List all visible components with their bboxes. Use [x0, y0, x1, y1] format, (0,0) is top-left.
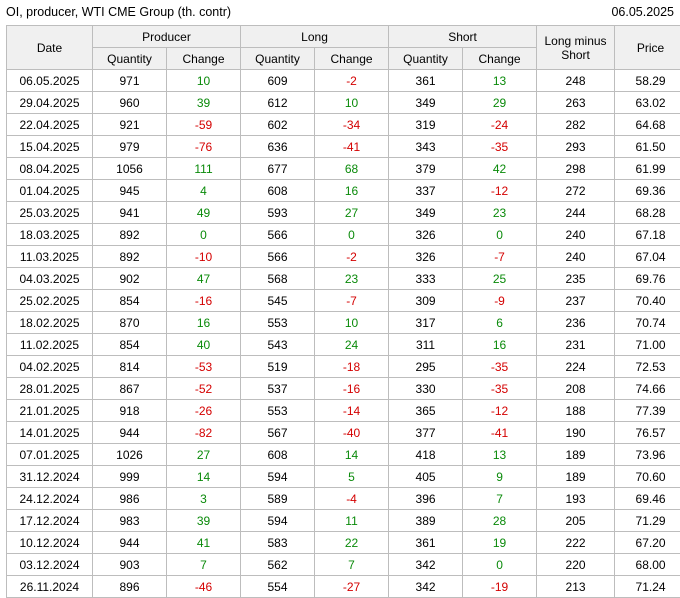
column-header-price: Price [615, 26, 680, 70]
column-header-long-quantity: Quantity [241, 48, 315, 70]
table-row [7, 246, 680, 268]
cell-long-change: -2 [315, 70, 389, 92]
cell-date: 25.02.2025 [7, 290, 93, 312]
cell-short-change: 0 [463, 554, 537, 576]
cell-producer-quantity: 945 [93, 180, 167, 202]
table-row [7, 70, 680, 92]
cell-short-change: -24 [463, 114, 537, 136]
cell-long-change: -2 [315, 246, 389, 268]
cell-date: 01.04.2025 [7, 180, 93, 202]
cell-short-change: -7 [463, 246, 537, 268]
table-body [7, 70, 680, 598]
cell-date: 04.03.2025 [7, 268, 93, 290]
table-row [7, 114, 680, 136]
column-header-long: Long [241, 26, 389, 48]
cell-long-quantity: 568 [241, 268, 315, 290]
report-date: 06.05.2025 [611, 5, 674, 19]
cell-producer-change: 111 [167, 158, 241, 180]
cell-producer-quantity: 960 [93, 92, 167, 114]
cell-short-change: 29 [463, 92, 537, 114]
column-header-short-quantity: Quantity [389, 48, 463, 70]
cell-producer-quantity: 944 [93, 422, 167, 444]
cell-producer-quantity: 944 [93, 532, 167, 554]
cell-long-change: -14 [315, 400, 389, 422]
cell-long-minus-short: 240 [537, 224, 615, 246]
cell-short-change: 23 [463, 202, 537, 224]
cell-price: 61.99 [615, 158, 680, 180]
cell-long-minus-short: 231 [537, 334, 615, 356]
cell-price: 69.46 [615, 488, 680, 510]
cell-short-quantity: 379 [389, 158, 463, 180]
cell-long-change: 14 [315, 444, 389, 466]
cell-producer-quantity: 902 [93, 268, 167, 290]
cell-producer-change: -46 [167, 576, 241, 598]
cell-date: 31.12.2024 [7, 466, 93, 488]
cell-short-quantity: 342 [389, 576, 463, 598]
cell-short-change: -9 [463, 290, 537, 312]
cell-producer-quantity: 999 [93, 466, 167, 488]
cell-price: 72.53 [615, 356, 680, 378]
cell-long-minus-short: 240 [537, 246, 615, 268]
table-row [7, 422, 680, 444]
table-row [7, 532, 680, 554]
table-row [7, 576, 680, 598]
cell-short-quantity: 349 [389, 92, 463, 114]
cell-date: 24.12.2024 [7, 488, 93, 510]
cell-long-quantity: 537 [241, 378, 315, 400]
cell-price: 61.50 [615, 136, 680, 158]
cell-price: 58.29 [615, 70, 680, 92]
table-row [7, 466, 680, 488]
cell-short-change: 16 [463, 334, 537, 356]
cell-producer-change: -59 [167, 114, 241, 136]
cell-producer-change: 16 [167, 312, 241, 334]
cell-date: 14.01.2025 [7, 422, 93, 444]
cell-price: 74.66 [615, 378, 680, 400]
cell-long-quantity: 553 [241, 312, 315, 334]
table-row [7, 180, 680, 202]
table-row [7, 224, 680, 246]
cell-producer-change: 3 [167, 488, 241, 510]
cell-producer-quantity: 979 [93, 136, 167, 158]
cell-long-change: 23 [315, 268, 389, 290]
cell-date: 28.01.2025 [7, 378, 93, 400]
cell-short-quantity: 343 [389, 136, 463, 158]
cell-producer-quantity: 1026 [93, 444, 167, 466]
cell-price: 68.28 [615, 202, 680, 224]
table-row [7, 268, 680, 290]
cell-short-quantity: 361 [389, 70, 463, 92]
cell-long-minus-short: 208 [537, 378, 615, 400]
cell-long-minus-short: 189 [537, 466, 615, 488]
cell-long-quantity: 519 [241, 356, 315, 378]
cell-short-change: 28 [463, 510, 537, 532]
cell-date: 26.11.2024 [7, 576, 93, 598]
cell-long-quantity: 566 [241, 224, 315, 246]
cell-date: 06.05.2025 [7, 70, 93, 92]
cell-long-minus-short: 205 [537, 510, 615, 532]
cell-long-quantity: 608 [241, 444, 315, 466]
header-bar [0, 0, 680, 25]
cell-long-minus-short: 298 [537, 158, 615, 180]
cell-date: 29.04.2025 [7, 92, 93, 114]
cell-price: 70.60 [615, 466, 680, 488]
cell-date: 21.01.2025 [7, 400, 93, 422]
cell-long-minus-short: 190 [537, 422, 615, 444]
table-row [7, 92, 680, 114]
column-header-producer-quantity: Quantity [93, 48, 167, 70]
cell-long-change: 68 [315, 158, 389, 180]
cell-long-change: -4 [315, 488, 389, 510]
cell-producer-quantity: 983 [93, 510, 167, 532]
cell-short-quantity: 337 [389, 180, 463, 202]
cell-short-change: 19 [463, 532, 537, 554]
table-row [7, 202, 680, 224]
cell-long-quantity: 566 [241, 246, 315, 268]
cell-short-quantity: 326 [389, 246, 463, 268]
cell-long-change: 10 [315, 312, 389, 334]
cell-date: 11.02.2025 [7, 334, 93, 356]
cell-short-quantity: 330 [389, 378, 463, 400]
cell-short-quantity: 361 [389, 532, 463, 554]
cell-producer-quantity: 971 [93, 70, 167, 92]
cell-price: 63.02 [615, 92, 680, 114]
cell-long-minus-short: 293 [537, 136, 615, 158]
cell-short-change: 6 [463, 312, 537, 334]
table-head [7, 26, 680, 70]
cell-short-change: 13 [463, 444, 537, 466]
cell-long-minus-short: 222 [537, 532, 615, 554]
table-row [7, 378, 680, 400]
cell-price: 77.39 [615, 400, 680, 422]
cell-short-change: 13 [463, 70, 537, 92]
cell-producer-change: 49 [167, 202, 241, 224]
cell-long-change: -27 [315, 576, 389, 598]
cell-short-change: 0 [463, 224, 537, 246]
cell-short-change: -35 [463, 378, 537, 400]
cell-producer-change: -52 [167, 378, 241, 400]
table-row [7, 334, 680, 356]
cell-short-quantity: 396 [389, 488, 463, 510]
cell-producer-quantity: 903 [93, 554, 167, 576]
cell-producer-quantity: 814 [93, 356, 167, 378]
table-row [7, 400, 680, 422]
cell-producer-change: -16 [167, 290, 241, 312]
cell-price: 76.57 [615, 422, 680, 444]
cell-producer-quantity: 892 [93, 224, 167, 246]
cell-date: 03.12.2024 [7, 554, 93, 576]
cell-short-quantity: 405 [389, 466, 463, 488]
cell-producer-quantity: 941 [93, 202, 167, 224]
cell-date: 18.03.2025 [7, 224, 93, 246]
cell-price: 70.74 [615, 312, 680, 334]
cell-producer-change: 4 [167, 180, 241, 202]
table-group-header-row [7, 26, 680, 48]
cell-short-quantity: 309 [389, 290, 463, 312]
cell-producer-change: 7 [167, 554, 241, 576]
cell-price: 67.18 [615, 224, 680, 246]
cell-producer-change: -10 [167, 246, 241, 268]
cell-long-change: 5 [315, 466, 389, 488]
cell-price: 64.68 [615, 114, 680, 136]
table-row [7, 290, 680, 312]
cell-short-quantity: 342 [389, 554, 463, 576]
cell-producer-quantity: 854 [93, 334, 167, 356]
cell-short-change: -41 [463, 422, 537, 444]
table-row [7, 488, 680, 510]
cell-producer-change: 0 [167, 224, 241, 246]
cell-short-quantity: 349 [389, 202, 463, 224]
cell-producer-change: 40 [167, 334, 241, 356]
cell-short-quantity: 317 [389, 312, 463, 334]
cell-producer-quantity: 921 [93, 114, 167, 136]
cell-long-quantity: 562 [241, 554, 315, 576]
cell-producer-quantity: 870 [93, 312, 167, 334]
column-header-long-change: Change [315, 48, 389, 70]
cell-date: 11.03.2025 [7, 246, 93, 268]
cell-long-quantity: 567 [241, 422, 315, 444]
cell-short-quantity: 333 [389, 268, 463, 290]
cell-long-quantity: 545 [241, 290, 315, 312]
cell-long-minus-short: 224 [537, 356, 615, 378]
cell-price: 71.29 [615, 510, 680, 532]
cell-short-quantity: 311 [389, 334, 463, 356]
cell-long-change: 24 [315, 334, 389, 356]
cell-price: 73.96 [615, 444, 680, 466]
cell-short-change: 42 [463, 158, 537, 180]
cell-long-minus-short: 248 [537, 70, 615, 92]
cell-producer-quantity: 867 [93, 378, 167, 400]
cell-long-change: 22 [315, 532, 389, 554]
cell-short-quantity: 418 [389, 444, 463, 466]
table-row [7, 510, 680, 532]
cell-producer-quantity: 986 [93, 488, 167, 510]
cell-long-minus-short: 236 [537, 312, 615, 334]
cell-price: 68.00 [615, 554, 680, 576]
cell-short-quantity: 326 [389, 224, 463, 246]
cell-long-quantity: 593 [241, 202, 315, 224]
cell-long-change: -34 [315, 114, 389, 136]
cell-long-minus-short: 263 [537, 92, 615, 114]
cell-price: 70.40 [615, 290, 680, 312]
cell-price: 67.20 [615, 532, 680, 554]
cell-producer-change: -53 [167, 356, 241, 378]
cell-long-minus-short: 220 [537, 554, 615, 576]
table-row [7, 136, 680, 158]
cell-producer-change: -82 [167, 422, 241, 444]
cell-producer-change: 27 [167, 444, 241, 466]
cell-long-change: -18 [315, 356, 389, 378]
cell-long-minus-short: 272 [537, 180, 615, 202]
cell-long-quantity: 602 [241, 114, 315, 136]
cell-producer-quantity: 854 [93, 290, 167, 312]
cell-long-change: -41 [315, 136, 389, 158]
table-row [7, 554, 680, 576]
cell-long-minus-short: 235 [537, 268, 615, 290]
cell-long-change: 10 [315, 92, 389, 114]
table-row [7, 444, 680, 466]
cell-short-change: -19 [463, 576, 537, 598]
cell-price: 71.24 [615, 576, 680, 598]
cell-long-minus-short: 189 [537, 444, 615, 466]
cell-long-quantity: 608 [241, 180, 315, 202]
table-row [7, 158, 680, 180]
cell-producer-change: 39 [167, 510, 241, 532]
cell-date: 17.12.2024 [7, 510, 93, 532]
cell-producer-change: 39 [167, 92, 241, 114]
cell-short-quantity: 295 [389, 356, 463, 378]
cell-short-change: -12 [463, 180, 537, 202]
cell-short-change: -35 [463, 136, 537, 158]
cell-long-change: -7 [315, 290, 389, 312]
cell-producer-change: -76 [167, 136, 241, 158]
cell-long-quantity: 609 [241, 70, 315, 92]
cell-short-quantity: 319 [389, 114, 463, 136]
cell-producer-change: 47 [167, 268, 241, 290]
cell-short-quantity: 377 [389, 422, 463, 444]
column-header-date: Date [7, 26, 93, 70]
cell-date: 22.04.2025 [7, 114, 93, 136]
cell-long-minus-short: 282 [537, 114, 615, 136]
cell-producer-change: 14 [167, 466, 241, 488]
cell-producer-quantity: 896 [93, 576, 167, 598]
cell-long-change: 11 [315, 510, 389, 532]
column-header-producer-change: Change [167, 48, 241, 70]
cell-date: 04.02.2025 [7, 356, 93, 378]
cell-long-change: 16 [315, 180, 389, 202]
cell-long-quantity: 554 [241, 576, 315, 598]
cell-long-quantity: 612 [241, 92, 315, 114]
cell-long-quantity: 677 [241, 158, 315, 180]
cell-long-quantity: 583 [241, 532, 315, 554]
cell-short-change: -35 [463, 356, 537, 378]
table-row [7, 356, 680, 378]
cell-price: 71.00 [615, 334, 680, 356]
cell-price: 69.36 [615, 180, 680, 202]
cell-long-change: 27 [315, 202, 389, 224]
column-header-producer: Producer [93, 26, 241, 48]
cell-short-quantity: 389 [389, 510, 463, 532]
cell-long-minus-short: 213 [537, 576, 615, 598]
cell-producer-change: -26 [167, 400, 241, 422]
column-header-short-change: Change [463, 48, 537, 70]
cell-price: 69.76 [615, 268, 680, 290]
cell-producer-quantity: 892 [93, 246, 167, 268]
cell-producer-change: 41 [167, 532, 241, 554]
page-title: OI, producer, WTI CME Group (th. contr) [6, 5, 231, 19]
cell-long-quantity: 594 [241, 466, 315, 488]
cell-long-change: -40 [315, 422, 389, 444]
cell-short-change: 7 [463, 488, 537, 510]
cell-long-quantity: 553 [241, 400, 315, 422]
table-row [7, 312, 680, 334]
cell-date: 08.04.2025 [7, 158, 93, 180]
cell-date: 15.04.2025 [7, 136, 93, 158]
cell-date: 18.02.2025 [7, 312, 93, 334]
cell-producer-quantity: 918 [93, 400, 167, 422]
cell-date: 07.01.2025 [7, 444, 93, 466]
cell-date: 25.03.2025 [7, 202, 93, 224]
cell-long-change: 7 [315, 554, 389, 576]
cell-long-change: 0 [315, 224, 389, 246]
cell-price: 67.04 [615, 246, 680, 268]
cell-long-minus-short: 188 [537, 400, 615, 422]
cell-short-change: 25 [463, 268, 537, 290]
cell-long-minus-short: 237 [537, 290, 615, 312]
cell-producer-quantity: 1056 [93, 158, 167, 180]
cell-short-quantity: 365 [389, 400, 463, 422]
cell-long-quantity: 543 [241, 334, 315, 356]
cell-short-change: -12 [463, 400, 537, 422]
cell-producer-change: 10 [167, 70, 241, 92]
cell-long-quantity: 589 [241, 488, 315, 510]
cell-long-quantity: 594 [241, 510, 315, 532]
cell-long-quantity: 636 [241, 136, 315, 158]
cell-date: 10.12.2024 [7, 532, 93, 554]
column-header-short: Short [389, 26, 537, 48]
cell-long-minus-short: 244 [537, 202, 615, 224]
column-header-long-minus-short: Long minus Short [537, 26, 615, 70]
cell-long-minus-short: 193 [537, 488, 615, 510]
cell-short-change: 9 [463, 466, 537, 488]
cell-long-change: -16 [315, 378, 389, 400]
oi-data-table [6, 25, 680, 598]
